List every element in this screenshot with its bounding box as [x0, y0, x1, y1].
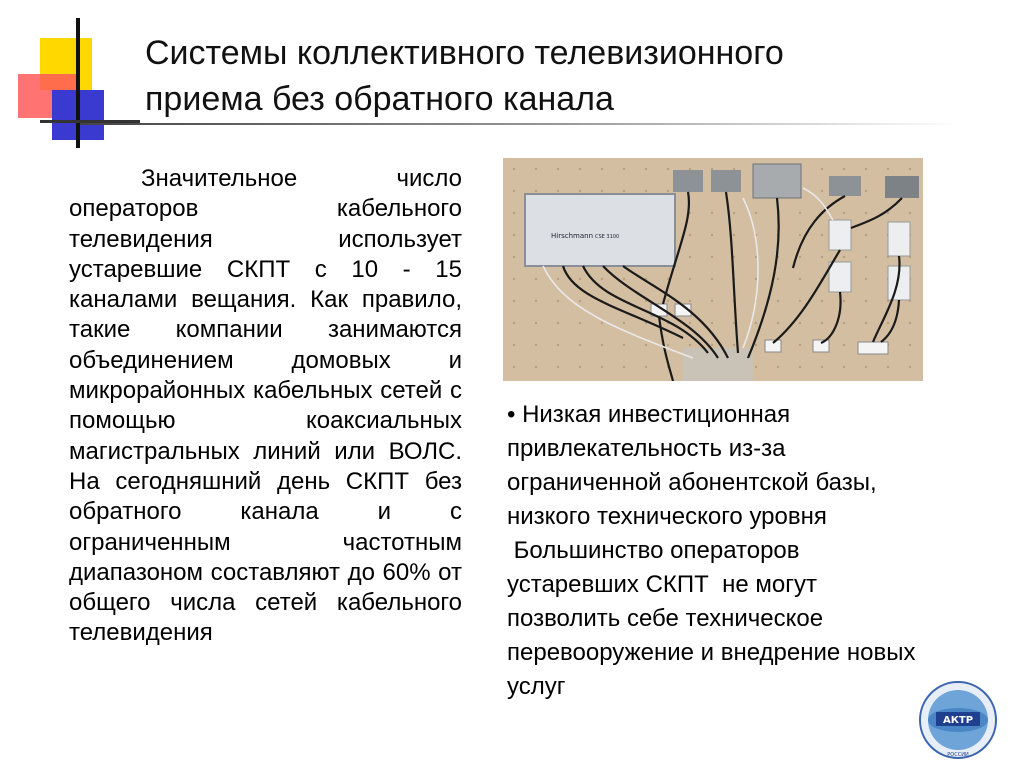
bullet-line: устаревших СКПТ не могут	[507, 571, 817, 598]
outlet-4	[813, 340, 829, 352]
outlet-5	[858, 342, 888, 354]
deco-vertical-line	[76, 18, 80, 148]
amplifier-2	[711, 170, 741, 192]
bullet-line: позволить себе техническое	[507, 605, 824, 632]
bullet-line: перевооружение и внедрение новых	[507, 639, 916, 666]
device-brand-label: Hirschmann	[551, 232, 593, 240]
title-underline	[80, 123, 960, 125]
amplifier-large	[753, 164, 801, 198]
amplifier-3	[829, 176, 861, 196]
device-model-label: CSE 3100	[595, 234, 620, 240]
amplifier-4	[885, 176, 919, 198]
equipment-photo	[503, 158, 923, 381]
bullet-line: • Низкая инвестиционная	[507, 401, 791, 428]
splitter-3	[888, 222, 910, 256]
bullet-line: низкого технического уровня	[507, 503, 827, 530]
bullet-line: привлекательность из-за	[507, 435, 786, 462]
slide-title-line2: приема без обратного канала	[145, 80, 614, 118]
slide-title	[145, 30, 995, 122]
corner-decoration	[0, 0, 140, 150]
main-paragraph: Значительное число операторов кабельного телевидения использует устаревшие СКПТ с 10 - 15 каналами вещания. Как правило, такие компании занимаются объединением домовых и микрорайонных кабельных сетей с помощью коаксиальных магистральных линий или ВОЛС. На сегодняшний день СКПТ без обратного канала и с ограниченным частотным диапазоном составляют до 60% от общего числа сетей кабельного телевидения	[69, 165, 462, 647]
bullet-line: Большинство операторов	[507, 537, 800, 564]
bullet-line: ограниченной абонентской базы,	[507, 469, 877, 496]
logo-subtext: РОССИИ	[947, 752, 969, 758]
cable-conduit	[683, 348, 753, 381]
splitter-1	[829, 220, 851, 250]
splitter-2	[829, 262, 851, 292]
amplifier-1	[673, 170, 703, 192]
aktr-logo	[918, 680, 998, 760]
logo-text: АКТР	[942, 715, 974, 726]
bullet-line: услуг	[507, 673, 566, 700]
slide-title-line1: Системы коллективного телевизионного	[145, 34, 784, 72]
hirschmann-unit	[525, 194, 675, 266]
bullet-list	[507, 398, 1007, 704]
